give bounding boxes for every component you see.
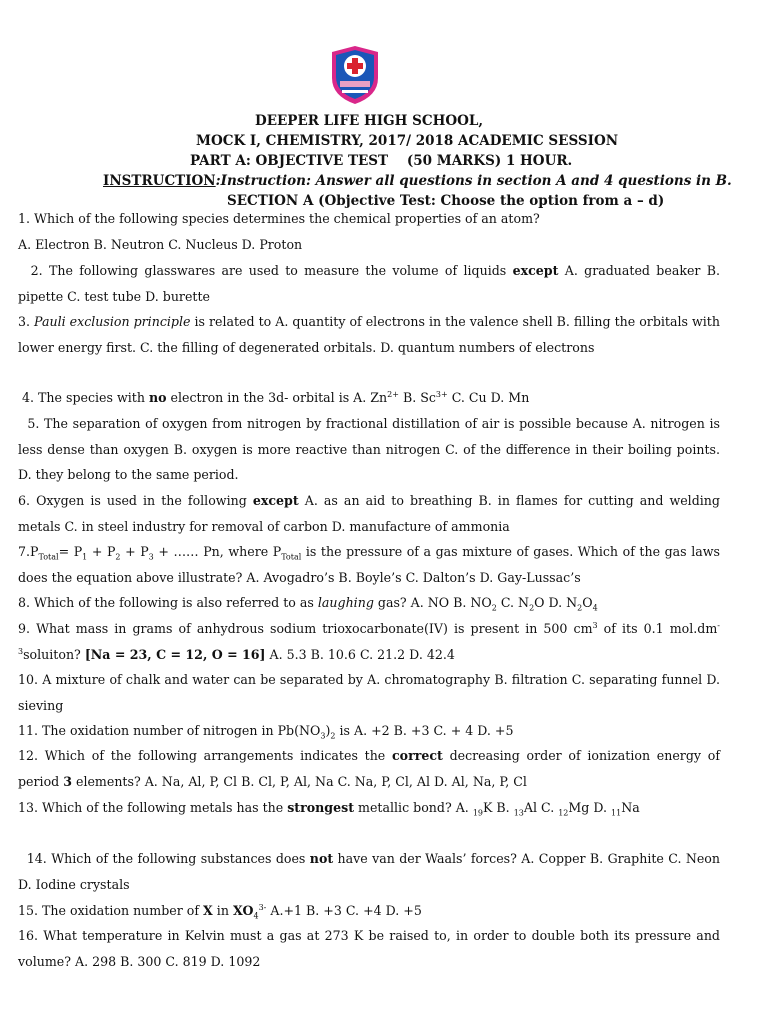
question-6-text: 6. Oxygen is used in the following (18, 493, 253, 508)
question-14-options: have van der Waals’ forces? A. Copper B. Graphite C. Neon D. Iodine crystals (18, 851, 720, 892)
question-14 (18, 846, 720, 897)
question-15-in: in (212, 903, 233, 918)
question-7-eq-p3: + P (120, 544, 149, 559)
question-3-term: Pauli exclusion principle (34, 314, 191, 329)
question-3-number: 3. (18, 314, 35, 329)
exam-title: MOCK I, CHEMISTRY, 2017/ 2018 ACADEMIC SESSION (196, 133, 619, 149)
question-12 (18, 743, 720, 794)
question-9-text-2: of its 0.1 mol.dm (597, 621, 718, 636)
question-4-charge-a: 2+ (387, 389, 399, 399)
question-3 (18, 309, 720, 360)
question-7-sub-2: 2 (115, 552, 121, 562)
question-16-text: 16. What temperature in Kelvin must a gas at 273 K be raised to, in order to double both its pressure and volume? A. 298 B. 300 C. 819 D. 1092 (18, 928, 720, 969)
question-5-text: 5. The separation of oxygen from nitrogen by fractional distillation of air is possible because A. nitrogen is less dense than oxygen B. oxygen is more reactive than nitrogen C. of the difference in their boiling points. D. they belong to the same period. (18, 416, 721, 483)
question-8-options-ab: gas? A. NO B. NO (373, 595, 492, 610)
question-11-sub-2: 2 (330, 731, 336, 741)
question-8-text: 8. Which of the following is also referred to as (18, 595, 318, 610)
question-1-options: A. Electron B. Neutron C. Nucleus D. Proton (18, 236, 303, 252)
question-7-p: 7.P (18, 544, 39, 559)
question-7-eq-p1: = P (58, 544, 83, 559)
question-9-text: 9. What mass in grams of anhydrous sodium trioxocarbonate(IV) is present in 500 cm (18, 621, 593, 636)
question-8-term: laughing (317, 595, 374, 610)
question-14-keyword: not (309, 851, 334, 866)
school-name: DEEPER LIFE HIGH SCHOOL, (255, 113, 484, 129)
question-5 (18, 411, 720, 488)
question-8-option-d: O D. N (534, 595, 578, 610)
part-title: PART A: OBJECTIVE TEST (50 MARKS) 1 HOUR. (190, 153, 573, 169)
question-13-option-c: Mg D. (568, 800, 612, 815)
question-8-sub-2: 2 (529, 603, 535, 613)
question-7-eq-p2: + P (87, 544, 116, 559)
question-6-options: A. as an aid to breathing B. in flames for cutting and welding metals C. in steel industry for removal of carbon D. manufacture of ammonia (18, 493, 720, 534)
question-9-text-3: soluiton? (23, 646, 85, 662)
question-15-options: A.+1 B. +3 C. +4 D. +5 (266, 903, 422, 918)
question-15-x: X (203, 903, 213, 918)
question-15-charge: 3- (258, 902, 267, 912)
question-9 (18, 616, 720, 667)
question-12-keyword: correct (392, 748, 443, 763)
question-9-sup-1: 3 (592, 620, 598, 630)
question-8-sub-4: 4 (592, 603, 598, 613)
question-10 (18, 667, 720, 718)
question-13-option-a: K B. (483, 800, 514, 815)
question-15 (18, 898, 720, 924)
question-7-sub-3: 3 (148, 552, 154, 562)
question-13-text-2: metallic bond? A. (354, 800, 473, 815)
question-13-sub-a: 19 (472, 808, 483, 818)
question-4-text: 4. The species with (22, 390, 149, 405)
question-11-options: is A. +2 B. +3 C. + 4 D. +5 (335, 723, 514, 738)
question-10-text: 10. A mixture of chalk and water can be separated by A. chromatography B. filtration C. separating funnel D. sieving (18, 672, 720, 713)
question-1 (18, 206, 720, 257)
question-7-where: + …… Pn, where P (153, 544, 282, 559)
question-6-keyword: except (252, 493, 299, 508)
question-14-text: 14. Which of the following substances does (26, 851, 310, 866)
question-2 (18, 258, 720, 309)
instruction-line (103, 171, 732, 191)
question-12-text-2: decreasing order of ionization energy of period (18, 748, 720, 789)
question-8-option-c: C. N (496, 595, 530, 610)
question-13-option-b: Al C. (523, 800, 559, 815)
question-12-options: elements? A. Na, Al, P, Cl B. Cl, P, Al, Na C. Na, P, Cl, Al D. Al, Na, P, Cl (71, 773, 527, 789)
question-13-option-d: Na (621, 800, 640, 815)
question-4-option-b: B. Sc (398, 390, 436, 405)
question-3-text: is related to A. quantity of electrons in the valence shell B. filling the orbitals with lower energy first. C. the filling of degenerated orbitals. D. quantum numbers of electrons (18, 314, 720, 355)
question-7-sub-1: 1 (82, 552, 88, 562)
question-4-options-cd: C. Cu D. Mn (447, 390, 530, 405)
question-6 (18, 488, 720, 539)
question-2-keyword: except (512, 263, 559, 278)
question-8-sub-3: 2 (577, 603, 583, 613)
question-15-ion: XO (232, 903, 254, 918)
question-1-text: 1. Which of the following species determines the chemical properties of an atom? (18, 211, 540, 226)
question-7-sub-total: Total (38, 552, 59, 562)
question-11-paren: ) (325, 723, 331, 738)
question-15-sub: 4 (253, 911, 259, 921)
school-crest-icon (328, 44, 382, 106)
question-7 (18, 539, 720, 590)
question-4-charge-b: 3+ (435, 389, 448, 399)
question-8-option-d-o: O (582, 595, 593, 610)
question-13-sub-b: 13 (513, 808, 524, 818)
question-9-sup-2: -3 (18, 620, 720, 656)
question-7-text: is the pressure of a gas mixture of gases. Which of the gas laws does the equation above illustrate? A. Avogadro’s B. Boyle’s C. Dalton’s D. Gay-Lussac’s (18, 544, 720, 585)
instruction-label: INSTRUCTION (103, 173, 216, 189)
question-11-text: 11. The oxidation number of nitrogen in Pb(NO (18, 723, 321, 738)
section-title: SECTION A (Objective Test: Choose the option from a – d) (227, 193, 665, 209)
question-4 (18, 385, 720, 411)
question-8 (18, 590, 720, 616)
question-7-sub-total-2: Total (281, 552, 302, 562)
question-11 (18, 718, 720, 744)
question-2-text: 2. The following glasswares are used to measure the volume of liquids (30, 263, 513, 278)
question-11-sub-1: 3 (320, 731, 326, 741)
question-13-sub-d: 11 (611, 808, 622, 818)
question-16 (18, 923, 720, 974)
question-13-text: 13. Which of the following metals has the (18, 800, 288, 815)
question-13 (18, 795, 720, 821)
question-4-keyword: no (148, 390, 167, 405)
question-13-sub-c: 12 (558, 808, 569, 818)
question-4-option-a: electron in the 3d- orbital is A. Zn (166, 390, 388, 405)
question-12-text: 12. Which of the following arrangements indicates the (18, 748, 392, 763)
question-9-options: A. 5.3 B. 10.6 C. 21.2 D. 42.4 (265, 646, 455, 662)
question-9-atomic-masses: [Na = 23, C = 12, O = 16] (84, 646, 266, 662)
question-15-text: 15. The oxidation number of (18, 903, 204, 918)
question-8-sub-1: 2 (491, 603, 497, 613)
question-13-keyword: strongest (287, 800, 355, 815)
instruction-text: :Instruction: Answer all questions in section A and 4 questions in B. (215, 173, 732, 189)
question-12-period: 3 (63, 773, 72, 789)
question-2-options: A. graduated beaker B. pipette C. test tube D. burette (18, 263, 721, 304)
